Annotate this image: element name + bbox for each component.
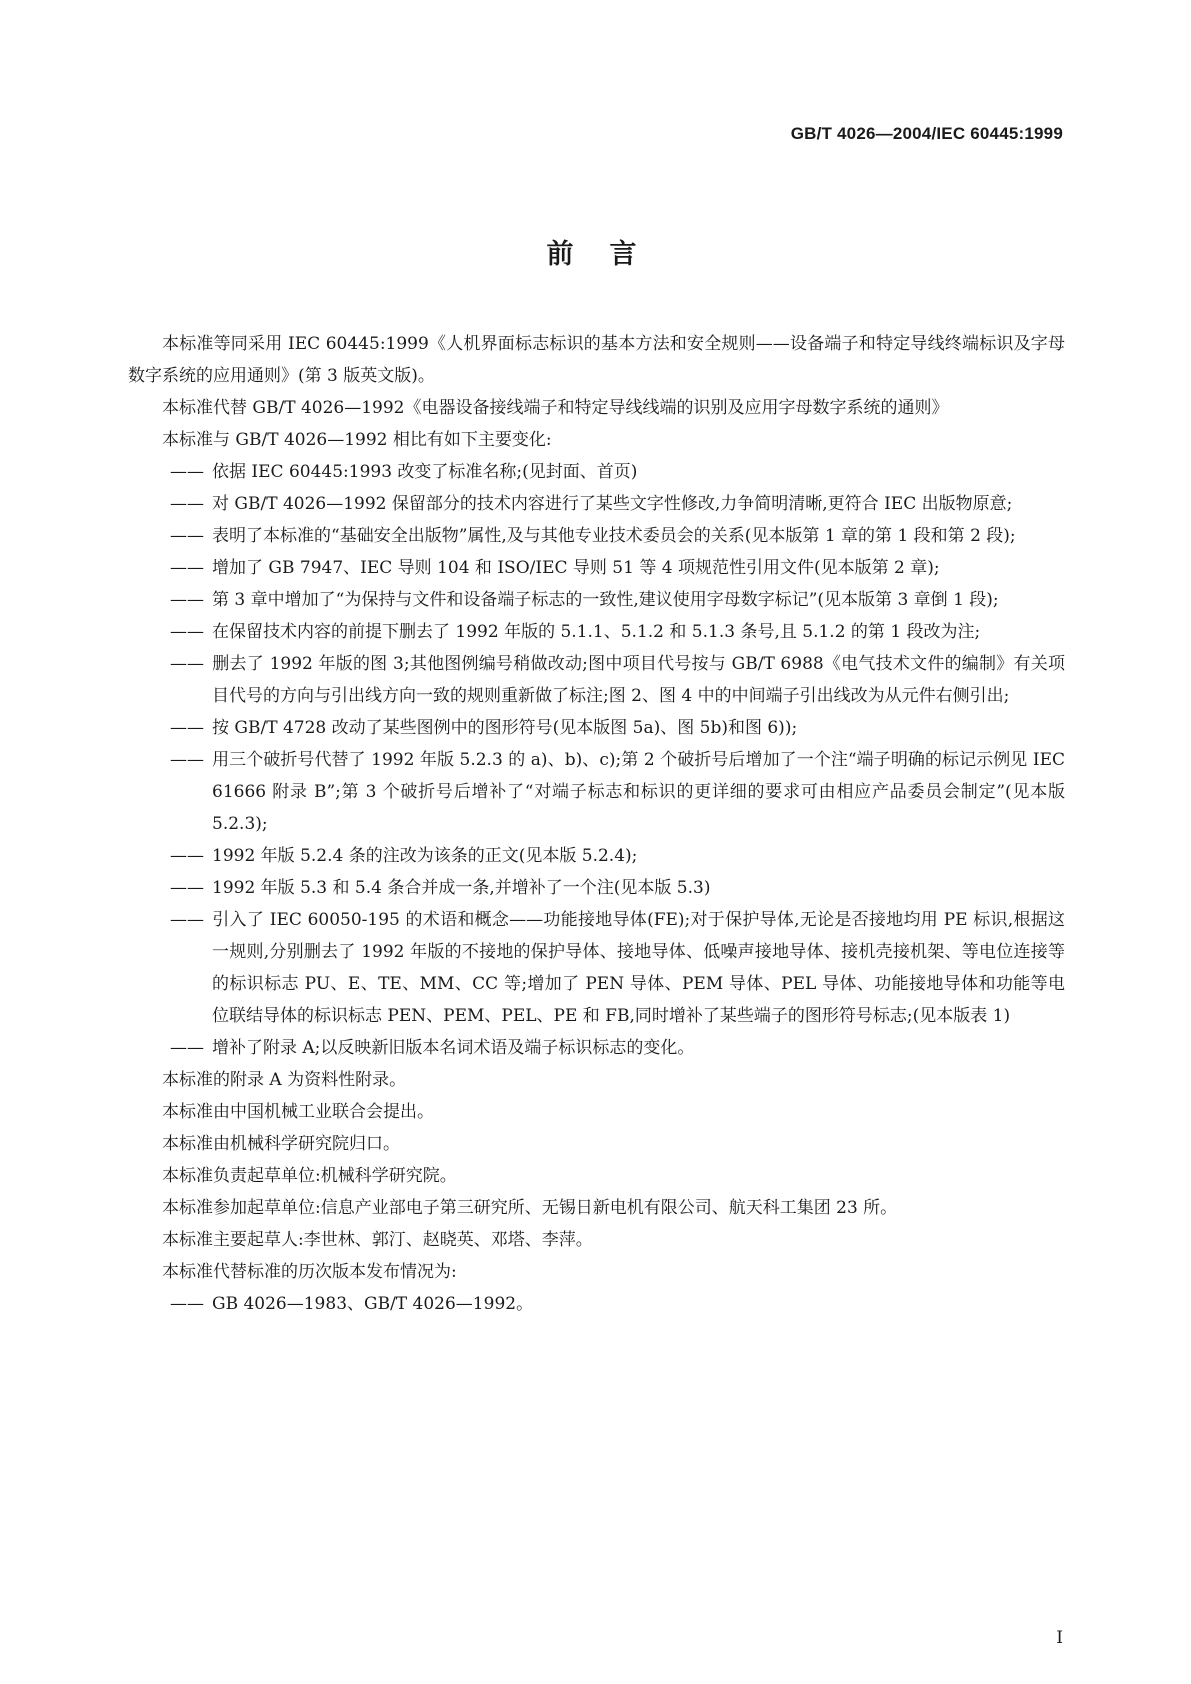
list-item: —— 表明了本标准的“基础安全出版物”属性,及与其他专业技术委员会的关系(见本版第 1 章的第 1 段和第 2 段);	[170, 526, 1016, 546]
paragraph-participating-units: 本标准参加起草单位:信息产业部电子第三研究所、无锡日新电机有限公司、航天科工集团 23 所。	[162, 1198, 898, 1218]
list-item: —— 增加了 GB 7947、IEC 导则 104 和 ISO/IEC 导则 51 等 4 项规范性引用文件(见本版第 2 章);	[170, 558, 940, 578]
list-item: —— 删去了 1992 年版的图 3;其他图例编号稍做改动;图中项目代号按与 GB/T 6988《电气技术文件的编制》有关项目代号的方向与引出线方向一致的规则重新做了标注;图 2、图 4 中的中间端子引出线改为从元件右侧引出;	[170, 654, 1065, 706]
list-item: —— 在保留技术内容的前提下删去了 1992 年版的 5.1.1、5.1.2 和 5.1.3 条号,且 5.1.2 的第 1 段改为注;	[170, 622, 981, 642]
paragraph-centralized: 本标准由机械科学研究院归口。	[162, 1134, 400, 1154]
paragraph-drafters: 本标准主要起草人:李世林、郭汀、赵晓英、邓塔、李萍。	[162, 1230, 593, 1250]
body-text	[128, 328, 1065, 1320]
paragraph-changes-intro: 本标准与 GB/T 4026—1992 相比有如下主要变化:	[162, 430, 552, 450]
list-item: —— 对 GB/T 4026—1992 保留部分的技术内容进行了某些文字性修改,力争简明清晰,更符合 IEC 出版物原意;	[170, 494, 1013, 514]
list-item: —— 用三个破折号代替了 1992 年版 5.2.3 的 a)、b)、c);第 2 个破折号后增加了一个注“端子明确的标记示例见 IEC 61666 附录 B”;第 3 个破折号后增补了“对端子标志和标识的更详细的要求可由相应产品委员会制定”(见本版 5.2.3);	[170, 750, 1065, 834]
page-title: 前言	[546, 239, 673, 270]
list-item: —— 增补了附录 A;以反映新旧版本名词术语及端子标识标志的变化。	[170, 1038, 695, 1058]
history-item: —— GB 4026—1983、GB/T 4026—1992。	[170, 1294, 534, 1314]
list-item: —— 1992 年版 5.3 和 5.4 条合并成一条,并增补了一个注(见本版 5.3)	[170, 878, 711, 898]
changes-list	[128, 456, 1065, 1064]
document-code-header: GB/T 4026—2004/IEC 60445:1999	[790, 124, 1063, 143]
paragraph-proposer: 本标准由中国机械工业联合会提出。	[162, 1102, 434, 1122]
list-item: —— 按 GB/T 4728 改动了某些图例中的图形符号(见本版图 5a)、图 5b)和图 6));	[170, 718, 798, 738]
paragraph-history-intro: 本标准代替标准的历次版本发布情况为:	[162, 1262, 457, 1282]
paragraph-drafting-unit: 本标准负责起草单位:机械科学研究院。	[162, 1166, 457, 1186]
list-item: —— 引入了 IEC 60050-195 的术语和概念——功能接地导体(FE);对于保护导体,无论是否接地均用 PE 标识,根据这一规则,分别删去了 1992 年版的不接地的保护导体、接地导体、低噪声接地导体、接机壳接机架、等电位连接等的标识标志 PU、E、TE、MM、CC 等;增加了 PEN 导体、PEM 导体、PEL 导体、功能接地导体和功能等电位联结导体的标识标志 PEN、PEM、PEL、PE 和 FB,同时增补了某些端子的图形符号标志;(见本版表 1)	[170, 910, 1065, 1026]
list-item: —— 依据 IEC 60445:1993 改变了标准名称;(见封面、首页)	[170, 462, 638, 482]
paragraph-annex: 本标准的附录 A 为资料性附录。	[162, 1070, 407, 1090]
page-number: I	[1056, 1628, 1063, 1648]
paragraph-adoption: 本标准等同采用 IEC 60445:1999《人机界面标志标识的基本方法和安全规则——设备端子和特定导线终端标识及字母数字系统的应用通则》(第 3 版英文版)。	[128, 334, 1065, 386]
list-item: —— 第 3 章中增加了“为保持与文件和设备端子标志的一致性,建议使用字母数字标记”(见本版第 3 章倒 1 段);	[170, 590, 999, 610]
paragraph-replaces: 本标准代替 GB/T 4026—1992《电器设备接线端子和特定导线线端的识别及应用字母数字系统的通则》	[162, 398, 949, 418]
list-item: —— 1992 年版 5.2.4 条的注改为该条的正文(见本版 5.2.4);	[170, 846, 638, 866]
